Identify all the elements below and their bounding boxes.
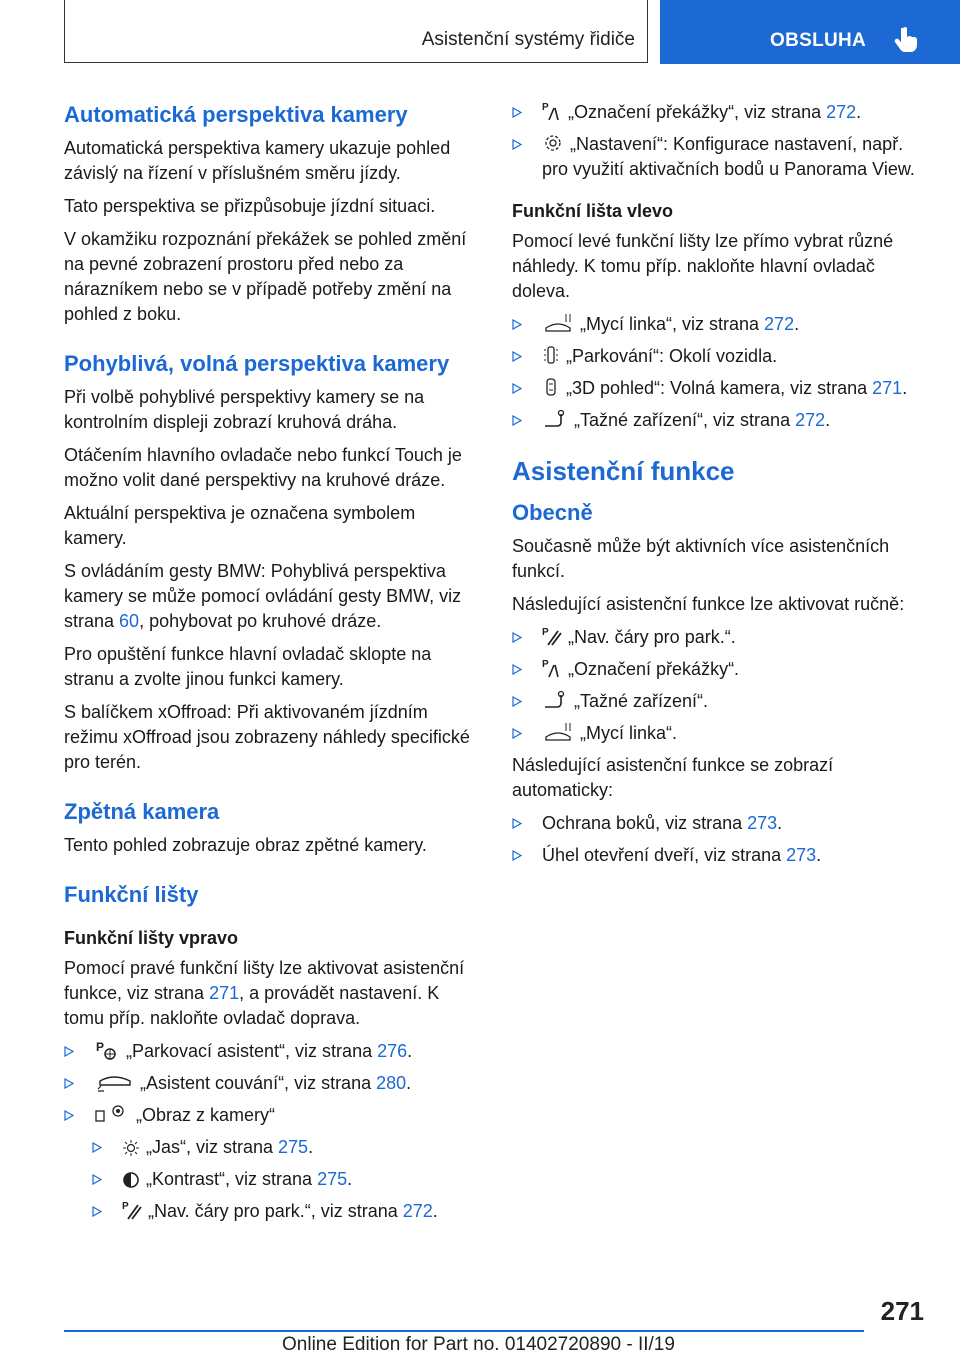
3d-view-icon — [542, 376, 560, 398]
page-link[interactable]: 273 — [747, 813, 778, 833]
bullet-arrow-icon — [512, 415, 522, 426]
bullet-arrow-icon — [512, 664, 522, 675]
page-link[interactable]: 272 — [764, 314, 795, 334]
contrast-icon — [122, 1171, 140, 1189]
list-item: P „Nav. čáry pro park.“. — [512, 625, 927, 650]
page-link[interactable]: 272 — [795, 410, 826, 430]
page-link[interactable]: 271 — [872, 378, 903, 398]
list-item: „Nastavení“: Konfigurace nastavení, např. pro využití aktivačních bodů u Panorama View. — [512, 132, 927, 182]
page-link[interactable]: 273 — [786, 845, 817, 865]
footer-divider — [64, 1330, 864, 1332]
list-item: „Parkování“: Okolí vozidla. — [512, 344, 927, 369]
parking-lines-icon — [122, 1199, 142, 1221]
parking-assistant-icon — [94, 1039, 120, 1061]
left-column — [64, 100, 479, 1231]
heading-free-perspective: Pohyblivá, volná perspektiva kamery — [64, 351, 450, 376]
settings-gear-icon — [542, 132, 564, 154]
page-link[interactable]: 276 — [377, 1041, 408, 1061]
bullet-arrow-icon — [64, 1046, 74, 1057]
list-item: „Jas“, viz strana 275. — [92, 1135, 479, 1160]
list-item: „Asistent couvání“, viz strana 280. — [64, 1071, 479, 1096]
list-item: P „Nav. čáry pro park.“, viz strana 272. — [92, 1199, 479, 1224]
list — [512, 100, 927, 182]
bullet-arrow-icon — [92, 1174, 102, 1185]
parking-view-icon — [542, 344, 560, 366]
subheading-left-bar: Funkční lišta vlevo — [512, 201, 674, 221]
list-item: „Mycí linka“, viz strana 272. — [512, 312, 927, 337]
heading-rear-camera: Zpětná kamera — [64, 799, 220, 824]
tow-hitch-icon — [542, 689, 568, 711]
brightness-icon — [122, 1139, 140, 1157]
paragraph: S ovládáním gesty BMW: Pohyblivá perspektiva kamery se může pomocí ovládání gesty BMW, viz strana 60, pohybovat po kruhové dráze. — [64, 561, 462, 631]
page-link[interactable]: 271 — [209, 983, 240, 1003]
paragraph: Otáčením hlavního ovladače nebo funkcí Touch je možno volit dané perspektivy na kruhové dráze. — [64, 445, 462, 490]
list-item: „Obraz z kamery“ — [64, 1103, 479, 1128]
svg-text:P: P — [122, 1201, 129, 1212]
page-link[interactable]: 275 — [278, 1137, 309, 1157]
bullet-arrow-icon — [92, 1142, 102, 1153]
svg-text:P: P — [542, 659, 549, 670]
paragraph: Aktuální perspektiva je označena symbolem kamery. — [64, 503, 416, 548]
paragraph: Tato perspektiva se přizpůsobuje jízdní situaci. — [64, 196, 436, 216]
bullet-arrow-icon — [64, 1078, 74, 1089]
right-column — [512, 100, 927, 875]
svg-text:P: P — [96, 1040, 105, 1054]
paragraph: Pomocí levé funkční lišty lze přímo vybrat různé náhledy. K tomu příp. nakloňte hlavní ovladač doleva. — [512, 231, 894, 301]
list-item: „3D pohled“: Volná kamera, viz strana 271. — [512, 376, 927, 401]
list-item: „Kontrast“, viz strana 275. — [92, 1167, 479, 1192]
paragraph: S balíčkem xOffroad: Při aktivovaném jízdním režimu xOffroad jsou zobrazeny náhledy specifické pro terén. — [64, 702, 470, 772]
bullet-arrow-icon — [512, 850, 522, 861]
subheading-right-bar: Funkční lišty vpravo — [64, 928, 239, 948]
list-item: Úhel otevření dveří, viz strana 273. — [512, 843, 927, 868]
bullet-arrow-icon — [512, 696, 522, 707]
heading-automatic-perspective: Automatická perspektiva kamery — [64, 102, 408, 127]
section-tab-obsluha[interactable] — [660, 0, 960, 64]
page-link[interactable]: 272 — [826, 102, 857, 122]
parking-lines-icon — [542, 625, 562, 647]
list-item: „Tažné zařízení“, viz strana 272. — [512, 408, 927, 433]
list — [512, 625, 927, 746]
page-link[interactable]: 272 — [402, 1201, 433, 1221]
bullet-arrow-icon — [64, 1110, 74, 1121]
edition-footer: Online Edition for Part no. 01402720890 - II/19 — [282, 1334, 675, 1355]
paragraph: V okamžiku rozpoznání překážek se pohled změní na pevné zobrazení prostoru před nebo za nárazníkem nebo se v případě potřeby změní na pohled z boku. — [64, 229, 467, 324]
camera-image-icon — [94, 1103, 130, 1125]
pointing-hand-icon — [892, 24, 922, 54]
paragraph: Při volbě pohyblivé perspektivy kamery se na kontrolním displeji zobrazí kruhová dráha. — [64, 387, 425, 432]
svg-text:P: P — [542, 627, 549, 638]
paragraph: Automatická perspektiva kamery ukazuje pohled závislý na řízení v příslušném směru jízdy. — [64, 138, 451, 183]
list — [64, 1039, 479, 1128]
bullet-arrow-icon — [512, 818, 522, 829]
bullet-arrow-icon — [512, 728, 522, 739]
list-item: „Mycí linka“. — [512, 721, 927, 746]
list-item: P „Označení překážky“, viz strana 272. — [512, 100, 927, 125]
paragraph: Pro opuštění funkce hlavní ovladač sklopte na stranu a zvolte jinou funkci kamery. — [64, 644, 432, 689]
page-link[interactable]: 60 — [119, 611, 140, 631]
bullet-arrow-icon — [512, 319, 522, 330]
section-tab-label: OBSLUHA — [770, 30, 867, 51]
paragraph: Následující asistenční funkce se zobrazí automaticky: — [512, 755, 834, 800]
tow-hitch-icon — [542, 408, 568, 430]
obstacle-marking-icon — [542, 100, 562, 122]
bullet-arrow-icon — [512, 351, 522, 362]
page-number: 271 — [880, 1296, 924, 1326]
paragraph: Tento pohled zobrazuje obraz zpětné kamery. — [64, 835, 427, 855]
bullet-arrow-icon — [512, 632, 522, 643]
heading-assist-functions: Asistenční funkce — [512, 456, 735, 486]
bullet-arrow-icon — [92, 1206, 102, 1217]
paragraph: Následující asistenční funkce lze aktivovat ručně: — [512, 594, 905, 614]
list-item: P „Parkovací asistent“, viz strana 276. — [64, 1039, 479, 1064]
reversing-assistant-icon — [94, 1071, 134, 1093]
heading-general: Obecně — [512, 500, 593, 525]
paragraph: Pomocí pravé funkční lišty lze aktivovat asistenční funkce, viz strana 271, a provádět nastavení. K tomu příp. nakloňte ovladač doprava. — [64, 958, 465, 1028]
car-wash-icon — [542, 312, 574, 334]
svg-text:P: P — [542, 102, 549, 113]
running-header — [64, 0, 648, 63]
paragraph: Současně může být aktivních více asistenčních funkcí. — [512, 536, 890, 581]
chapter-title: Asistenční systémy řidiče — [421, 29, 635, 50]
obstacle-marking-icon — [542, 657, 562, 679]
list-item: P „Označení překážky“. — [512, 657, 927, 682]
list — [512, 811, 927, 868]
car-wash-icon — [542, 721, 574, 743]
list — [512, 312, 927, 433]
nested-list — [92, 1135, 479, 1224]
list-item: Ochrana boků, viz strana 273. — [512, 811, 927, 836]
list-item: „Tažné zařízení“. — [512, 689, 927, 714]
bullet-arrow-icon — [512, 107, 522, 118]
page-link[interactable]: 280 — [376, 1073, 407, 1093]
heading-function-bars: Funkční lišty — [64, 882, 199, 907]
bullet-arrow-icon — [512, 383, 522, 394]
bullet-arrow-icon — [512, 139, 522, 150]
page-link[interactable]: 275 — [317, 1169, 348, 1189]
